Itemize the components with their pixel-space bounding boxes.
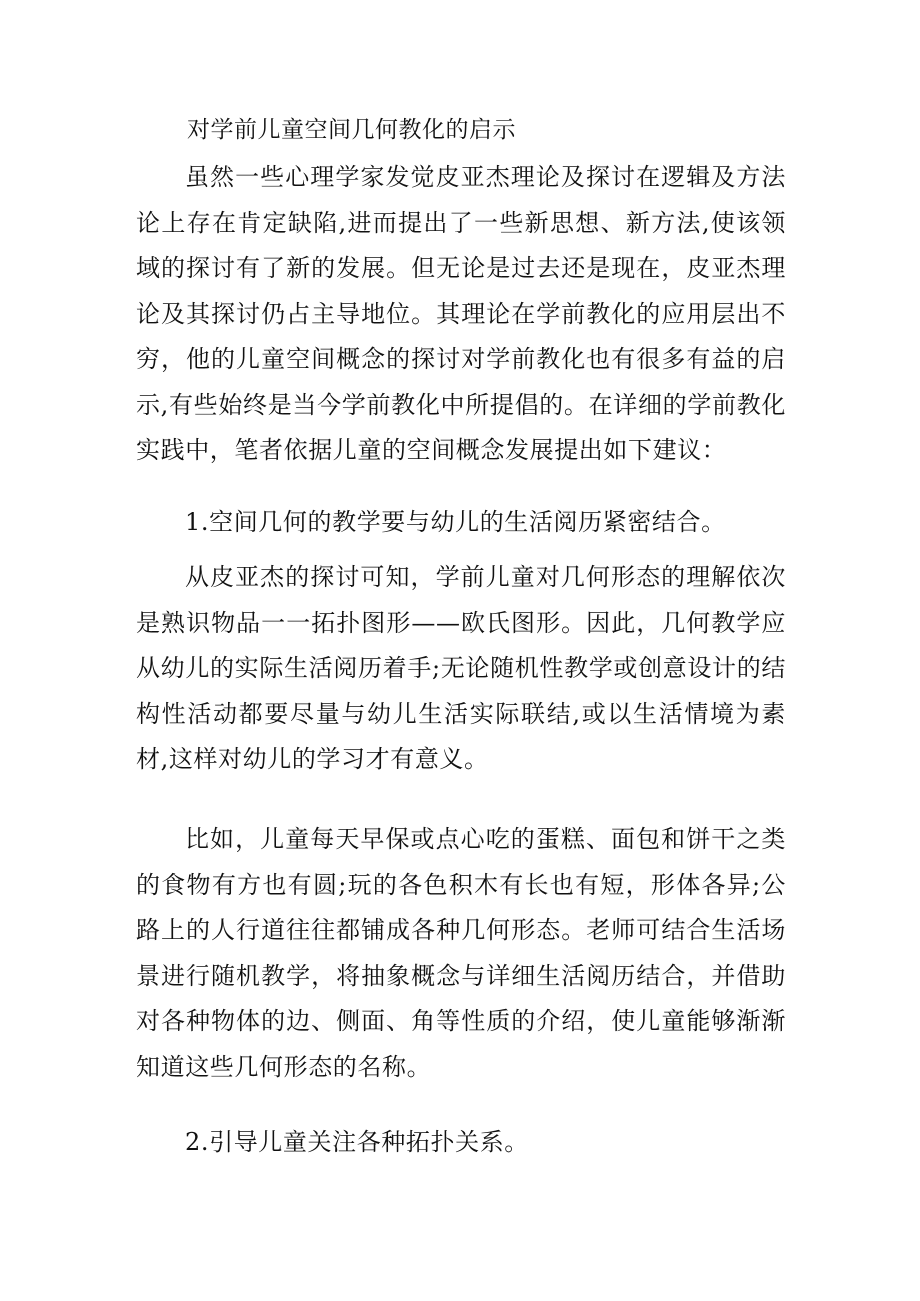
document-title: 对学前儿童空间几何教化的启示 (187, 117, 516, 143)
section-1-paragraph: 从皮亚杰的探讨可知，学前儿童对几何形态的理解依次是熟识物品一一拓扑图形——欧氏图形。因此，几何教学应从幼儿的实际生活阅历着手;无论随机性教学或创意设计的结构性活动都要尽量与幼儿生活实际联结,或以生活情境为素材,这样对幼儿的学习才有意义。 (136, 563, 786, 773)
intro-paragraph: 虽然一些心理学家发觉皮亚杰理论及探讨在逻辑及方法论上存在肯定缺陷,进而提出了一些新思想、新方法,使该领域的探讨有了新的发展。但无论是过去还是现在，皮亚杰理论及其探讨仍占主导地位。其理论在学前教化的应用层出不穷，他的儿童空间概念的探讨对学前教化也有很多有益的启示,有些始终是当今学前教化中所提倡的。在详细的学前教化实践中，笔者依据儿童的空间概念发展提出如下建议： (136, 163, 786, 464)
section-heading-1: 1.空间几何的教学要与幼儿的生活阅历紧密结合。 (185, 508, 726, 536)
example-paragraph: 比如，儿童每天早保或点心吃的蛋糕、面包和饼干之类的食物有方也有圆;玩的各色积木有长也有短，形体各异;公路上的人行道往往都铺成各种几何形态。老师可结合生活场景进行随机教学，将抽象概念与详细生活阅历结合，并借助对各种物体的边、侧面、角等性质的介绍，使儿童能够渐渐知道这些几何形态的名称。 (136, 825, 786, 1081)
section-heading-2: 2.引导儿童关注各种拓扑关系。 (185, 1128, 529, 1156)
